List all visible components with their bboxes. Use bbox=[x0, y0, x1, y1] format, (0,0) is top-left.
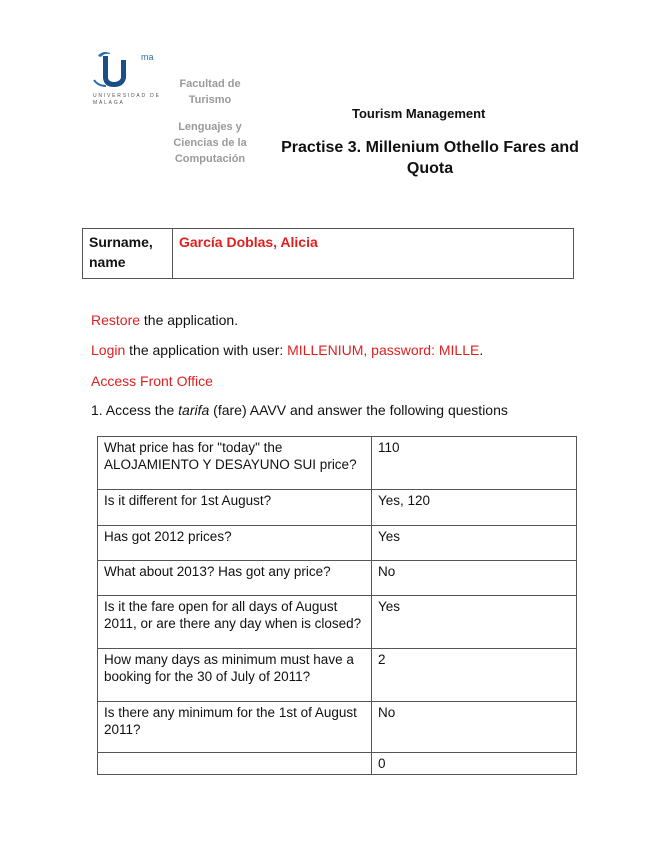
question-cell: What price has for "today" the ALOJAMIENTO Y DESAYUNO SUI price? bbox=[98, 437, 372, 490]
student-name-table bbox=[82, 228, 574, 279]
qa-table bbox=[97, 436, 577, 775]
answer-cell: No bbox=[372, 561, 577, 596]
login-keyword: Login bbox=[91, 342, 126, 358]
question-cell: How many days as minimum must have a booking for the 30 of July of 2011? bbox=[98, 649, 372, 702]
table-row bbox=[98, 526, 577, 561]
answer-cell: Yes, 120 bbox=[372, 490, 577, 526]
restore-text: the application. bbox=[140, 312, 239, 328]
question-cell: Is it the fare open for all days of August 2011, or are there any day when is closed? bbox=[98, 596, 372, 649]
faculty-name: Facultad de Turismo bbox=[179, 78, 241, 106]
login-credentials: MILLENIUM, password: MILLE bbox=[287, 342, 480, 358]
question-cell bbox=[98, 753, 372, 775]
restore-keyword: Restore bbox=[91, 312, 141, 328]
table-row bbox=[98, 702, 577, 753]
q1-suffix: (fare) AAVV and answer the following questions bbox=[209, 402, 508, 418]
student-name-value: García Doblas, Alicia bbox=[179, 234, 318, 250]
instruction-login bbox=[91, 342, 483, 358]
table-row bbox=[98, 753, 577, 775]
answer-cell: No bbox=[372, 702, 577, 753]
login-text: the application with user: bbox=[125, 342, 288, 358]
table-row bbox=[98, 490, 577, 526]
answer-cell: 2 bbox=[372, 649, 577, 702]
page-title: Practise 3. Millenium Othello Fares and Quota bbox=[281, 139, 579, 177]
table-row bbox=[98, 437, 577, 490]
question-cell: Is it different for 1st August? bbox=[98, 490, 372, 526]
student-name-label: Surname, name bbox=[83, 229, 173, 278]
table-row bbox=[98, 561, 577, 596]
course-title: Tourism Management bbox=[352, 106, 486, 121]
q1-tarifa: tarifa bbox=[178, 402, 210, 418]
question-cell: What about 2013? Has got any price? bbox=[98, 561, 372, 596]
login-end: . bbox=[479, 342, 484, 358]
instruction-restore bbox=[91, 312, 238, 328]
logo-text: ma bbox=[141, 52, 154, 62]
answer-cell: Yes bbox=[372, 596, 577, 649]
answer-cell: 110 bbox=[372, 437, 577, 490]
q1-prefix: 1. Access the bbox=[91, 402, 179, 418]
answer-cell: 0 bbox=[372, 753, 577, 775]
department-name: Lenguajes y Ciencias de la Computación bbox=[173, 121, 247, 165]
logo-subtitle: UNIVERSIDAD DE MÁLAGA bbox=[93, 93, 161, 106]
table-row bbox=[98, 596, 577, 649]
question-cell: Is there any minimum for the 1st of August 2011? bbox=[98, 702, 372, 753]
answer-cell: Yes bbox=[372, 526, 577, 561]
question-1-heading bbox=[91, 402, 508, 418]
question-cell: Has got 2012 prices? bbox=[98, 526, 372, 561]
instruction-front-office: Access Front Office bbox=[91, 373, 213, 389]
table-row bbox=[98, 649, 577, 702]
